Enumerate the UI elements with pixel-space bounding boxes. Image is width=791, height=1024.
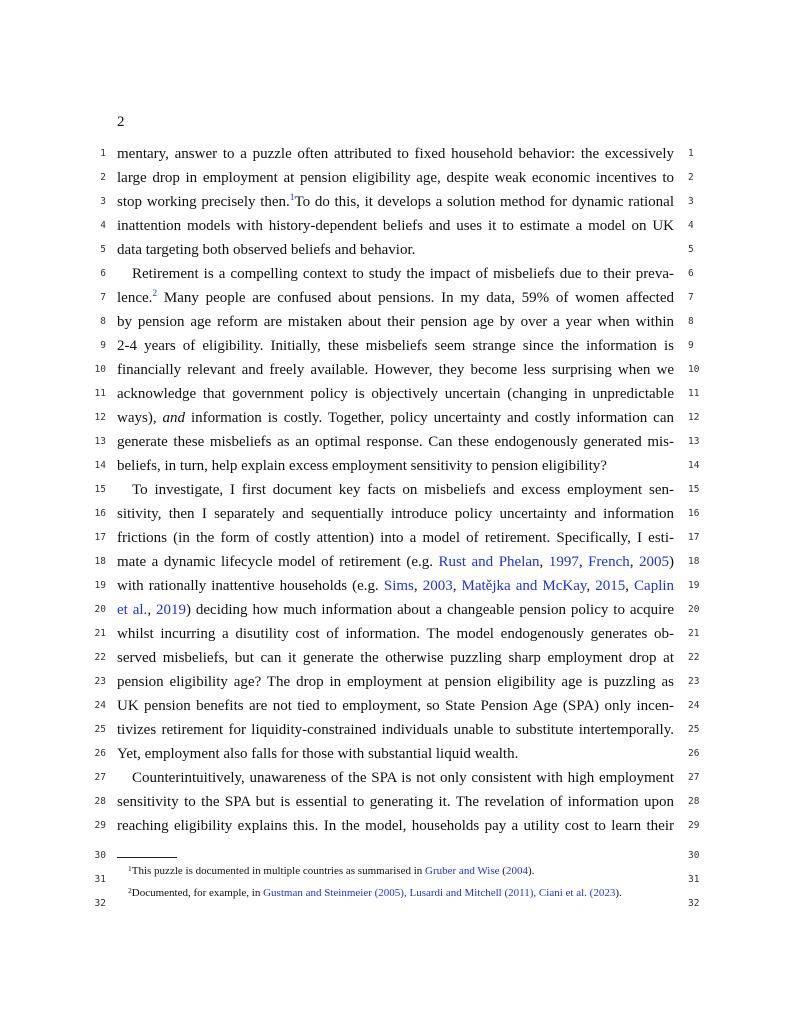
line-number: 18	[94, 556, 106, 567]
footnote-text: This puzzle is documented in multiple countries as summarised in	[131, 865, 426, 877]
line-number: 32	[688, 898, 700, 909]
text-line: served misbeliefs, but can it generate the otherwise puzzling sharp employment drop at	[117, 650, 674, 666]
text-line	[117, 600, 674, 620]
text-span: Many people are confused about pensions. In my data, 59% of women affected	[157, 290, 674, 306]
text-line: tivizes retirement for liquidity-constrained individuals unable to substitute intertemporally.	[117, 722, 674, 738]
line-number: 31	[94, 874, 106, 885]
line-number: 2	[688, 172, 694, 183]
footnote-number: 2	[128, 886, 132, 895]
line-number: 1	[100, 148, 106, 159]
line-number: 3	[100, 196, 106, 207]
line-number: 4	[688, 220, 694, 231]
citation-link[interactable]: et al.	[117, 602, 148, 618]
citation-link[interactable]: ),	[529, 887, 539, 899]
citation-link[interactable]: 1997	[548, 554, 579, 570]
citation-link[interactable]: (	[586, 887, 594, 899]
line-number: 23	[94, 676, 106, 687]
text-line: generate these misbeliefs as an optimal response. Can these endogenously generated mis-	[117, 434, 674, 450]
line-number: 22	[94, 652, 106, 663]
text-line: by pension age reform are mistaken about their pension age by over a year when within	[117, 314, 674, 330]
text-line: Counterintuitively, unawareness of the SPA is not only consistent with high employment	[132, 770, 674, 786]
citation-link[interactable]: ),	[400, 887, 410, 899]
text-span: ) deciding how much information about a changeable pension policy to acquire	[185, 602, 674, 618]
text-line: Retirement is a compelling context to study the impact of misbeliefs due to their preva-	[132, 266, 674, 282]
text-span: mate a dynamic lifecycle model of retirement (e.g.	[117, 554, 439, 570]
line-number: 14	[94, 460, 106, 471]
text-line: reaching eligibility explains this. In the model, households pay a utility cost to learn their	[117, 818, 674, 834]
footnote-1	[128, 864, 534, 879]
text-line: frictions (in the form of costly attention) into a model of retirement. Specifically, I esti-	[117, 530, 674, 546]
citation-link[interactable]: 2003	[422, 578, 453, 594]
footnote-text: (	[499, 865, 506, 877]
text-line: inattention models with history-dependent beliefs and uses it to estimate a model on UK	[117, 218, 674, 234]
line-number: 30	[688, 850, 700, 861]
text-span: ,	[578, 554, 589, 570]
line-number: 7	[100, 292, 106, 303]
line-number: 4	[100, 220, 106, 231]
text-line: beliefs, in turn, help explain excess employment sensitivity to pension eligibility?	[117, 458, 607, 474]
text-span: ,	[539, 554, 549, 570]
text-line: sitivity, then I separately and sequentially introduce policy uncertainty and information	[117, 506, 674, 522]
citation-link[interactable]: 2004	[505, 865, 528, 877]
text-line	[117, 288, 674, 310]
line-number: 15	[688, 484, 700, 495]
text-span: lence.	[117, 290, 153, 306]
line-number: 10	[688, 364, 700, 375]
line-number: 28	[688, 796, 700, 807]
text-span: ways),	[117, 410, 163, 426]
line-number: 11	[688, 388, 700, 399]
line-number: 25	[688, 724, 700, 735]
line-number: 27	[94, 772, 106, 783]
line-number: 19	[94, 580, 106, 591]
line-number: 27	[688, 772, 700, 783]
line-number: 13	[688, 436, 700, 447]
text-span: ,	[413, 578, 423, 594]
line-number: 28	[94, 796, 106, 807]
line-number: 11	[94, 388, 106, 399]
text-line: acknowledge that government policy is objectively uncertain (changing in unpredictable	[117, 386, 674, 402]
citation-link[interactable]: Matějka and McKay	[461, 578, 587, 594]
line-number: 21	[94, 628, 106, 639]
text-line: Yet, employment also falls for those with substantial liquid wealth.	[117, 746, 519, 762]
line-number: 8	[688, 316, 694, 327]
citation-link[interactable]: Gustman and Steinmeier	[263, 887, 372, 899]
line-number: 5	[100, 244, 106, 255]
line-number: 31	[688, 874, 700, 885]
text-span: stop working precisely then.	[117, 194, 290, 210]
line-number: 30	[94, 850, 106, 861]
line-number: 20	[94, 604, 106, 615]
citation-link[interactable]: Rust and Phelan	[438, 554, 540, 570]
text-line: sensitivity to the SPA but is essential to generating it. The revelation of information upon	[117, 794, 674, 810]
line-number: 8	[100, 316, 106, 327]
citation-link[interactable]: 2019	[155, 602, 186, 618]
text-line: mentary, answer to a puzzle often attributed to fixed household behavior: the excessively	[117, 146, 674, 162]
text-span: with rationally inattentive households (e.g.	[117, 578, 384, 594]
citation-link[interactable]: Sims	[383, 578, 414, 594]
line-number: 29	[688, 820, 700, 831]
footnote-2	[128, 886, 622, 901]
text-line: pension eligibility age? The drop in employment at pension eligibility age is puzzling as	[117, 674, 674, 690]
text-span: ,	[452, 578, 462, 594]
text-line: financially relevant and freely available. However, they become less surprising when we	[117, 362, 674, 378]
line-number: 17	[688, 532, 700, 543]
line-number: 17	[94, 532, 106, 543]
line-number: 19	[688, 580, 700, 591]
line-number: 14	[688, 460, 700, 471]
line-number: 12	[688, 412, 700, 423]
text-span: ,	[625, 578, 635, 594]
line-number: 16	[94, 508, 106, 519]
text-line: data targeting both observed beliefs and behavior.	[117, 242, 416, 258]
text-line	[117, 192, 674, 214]
footnote-marker[interactable]: 1	[289, 193, 295, 203]
citation-link[interactable]: (	[371, 887, 379, 899]
line-number: 1	[688, 148, 694, 159]
citation-link[interactable]: Lusardi and Mitchell	[409, 887, 502, 899]
line-number: 21	[688, 628, 700, 639]
line-number: 26	[94, 748, 106, 759]
line-number: 10	[94, 364, 106, 375]
citation-link[interactable]: 2015	[595, 578, 626, 594]
text-line	[117, 576, 674, 596]
citation-link[interactable]: Ciani et al.	[538, 887, 587, 899]
citation-link[interactable]: 2005	[639, 554, 670, 570]
line-number: 5	[688, 244, 694, 255]
line-number: 9	[688, 340, 694, 351]
line-number: 9	[100, 340, 106, 351]
line-number: 6	[688, 268, 694, 279]
footnote-text: Documented, for example, in	[131, 887, 264, 899]
line-number: 24	[94, 700, 106, 711]
footnote-rule	[117, 857, 177, 858]
line-number: 6	[100, 268, 106, 279]
line-number: 16	[688, 508, 700, 519]
line-number: 25	[94, 724, 106, 735]
text-span: ,	[629, 554, 640, 570]
line-number: 32	[94, 898, 106, 909]
page-number: 2	[117, 114, 125, 130]
line-number: 22	[688, 652, 700, 663]
footnote-text: ).	[615, 887, 622, 899]
line-number: 18	[688, 556, 700, 567]
text-span: ,	[147, 602, 156, 618]
citation-link[interactable]: French	[588, 554, 630, 570]
text-span: To do this, it develops a solution method for dynamic rational	[294, 194, 675, 210]
citation-link[interactable]: 2011	[508, 887, 530, 899]
citation-link[interactable]: Gruber and Wise	[425, 865, 500, 877]
line-number: 26	[688, 748, 700, 759]
text-span: information is costly. Together, policy uncertainty and costly information can	[185, 410, 674, 426]
line-number: 24	[688, 700, 700, 711]
line-number: 2	[100, 172, 106, 183]
footnote-marker[interactable]: 2	[152, 289, 158, 299]
line-number: 20	[688, 604, 700, 615]
line-number: 13	[94, 436, 106, 447]
text-line: UK pension benefits are not tied to employment, so State Pension Age (SPA) only incen-	[117, 698, 674, 714]
line-number: 3	[688, 196, 694, 207]
text-line: large drop in employment at pension eligibility age, despite weak economic incentives to	[117, 170, 674, 186]
line-number: 12	[94, 412, 106, 423]
text-line	[117, 408, 674, 428]
text-line: To investigate, I first document key facts on misbeliefs and excess employment sen-	[132, 482, 674, 498]
citation-link[interactable]: Caplin	[634, 578, 675, 594]
text-line: whilst incurring a disutility cost of information. The model endogenously generates ob-	[117, 626, 674, 642]
line-number: 23	[688, 676, 700, 687]
text-line	[117, 552, 674, 572]
text-span: ,	[586, 578, 596, 594]
text-line: 2-4 years of eligibility. Initially, these misbeliefs seem strange since the information is	[117, 338, 674, 354]
citation-link[interactable]: 2005	[378, 887, 401, 899]
footnote-number: 1	[128, 864, 132, 873]
emphasis: and	[162, 410, 186, 426]
line-number: 15	[94, 484, 106, 495]
line-number: 29	[94, 820, 106, 831]
footnote-text: ).	[527, 865, 535, 877]
citation-link[interactable]: 2023	[593, 887, 616, 899]
text-span: )	[669, 554, 675, 570]
line-number: 7	[688, 292, 694, 303]
citation-link[interactable]: (	[501, 887, 509, 899]
